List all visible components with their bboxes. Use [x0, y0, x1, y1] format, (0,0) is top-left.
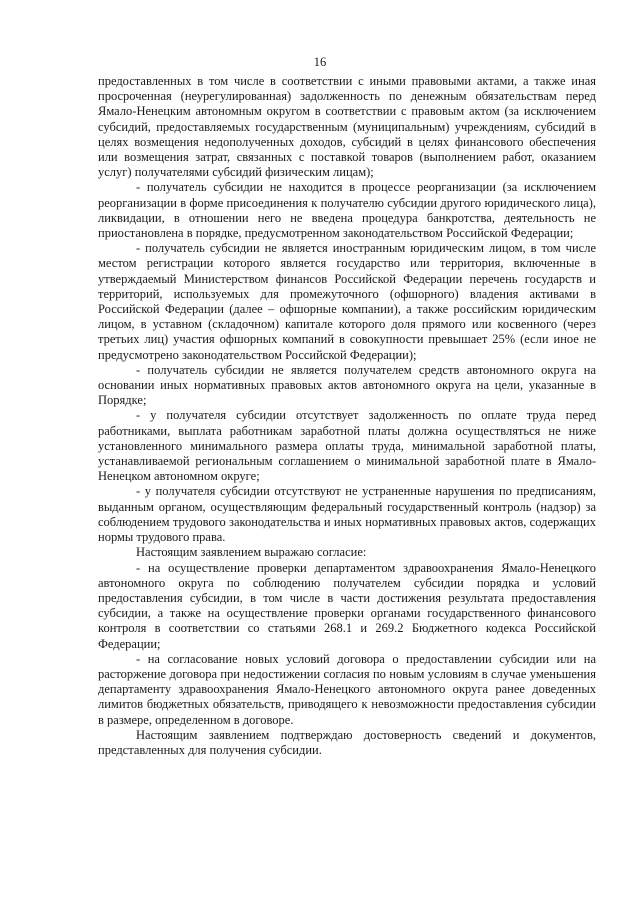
page-number: 16	[313, 55, 327, 69]
paragraph-not-foreign-entity: - получатель субсидии не является иностранным юридическим лицом, в том числе местом регистрации которого является государство или территория, включенные в утверждаемый Министерством финансов Российской Федерации перечень государств и территорий, используемых для промежуточного (офшорного) владения активами в Российской Федерации (далее – офшорные компании), а также российским юридическим лицом, в уставном (складочном) капитале которого доля прямого или косвенного (через третьих лиц) участия офшорных компаний в совокупности превышает 25% (если иное не предусмотрено законодательством Российской Федерации);	[98, 241, 596, 362]
paragraph-not-other-recipient: - получатель субсидии не является получателем средств автономного округа на основании иных нормативных правовых актов автономного округа на цели, указанные в Порядке;	[98, 362, 596, 408]
paragraph-no-wage-arrears: - у получателя субсидии отсутствует задолженность по оплате труда перед работниками, выплата работникам заработной платы должна осуществляться не ниже установленного минимального размера оплаты труда, минимальной заработной платы, устанавливаемой региональным соглашением о минимальной заработной плате в Ямало-Ненецком автономном округе;	[98, 408, 596, 484]
paragraph-debt-continuation: предоставленных в том числе в соответствии с иными правовыми актами, а также иная просроченная (неурегулированная) задолженность по денежным обязательствам перед Ямало-Ненецким автономным округом в соответствии с правовым актом (за исключением субсидий, предоставляемых государственным (муниципальным) учреждениям, субсидий в целях возмещения недополученных доходов, субсидий в целях финансового обеспечения или возмещения затрат, связанных с поставкой товаров (выполнением работ, оказанием услуг) получателями субсидий физическим лицам);	[98, 74, 596, 180]
document-body	[98, 74, 596, 758]
paragraph-no-violations: - у получателя субсидии отсутствуют не устраненные нарушения по предписаниям, выданным органом, осуществляющим федеральный государственный контроль (надзор) за соблюдением трудового законодательства и иных нормативных правовых актов, содержащих нормы трудового права.	[98, 484, 596, 545]
paragraph-consent-new-terms: - на согласование новых условий договора о предоставлении субсидии или на расторжение договора при недостижении согласия по новым условиям в случае уменьшения департаменту здравоохранения Ямало-Ненецкого автономного округа ранее доведенных лимитов бюджетных обязательств, приводящего к невозможности предоставления субсидии в размере, определенном в договоре.	[98, 651, 596, 727]
paragraph-consent-heading: Настоящим заявлением выражаю согласие:	[136, 545, 367, 560]
paragraph-confirmation: Настоящим заявлением подтверждаю достоверность сведений и документов, представленных для получения субсидии.	[98, 727, 596, 757]
paragraph-no-reorganization: - получатель субсидии не находится в процессе реорганизации (за исключением реорганизации в форме присоединения к получателю субсидии другого юридического лица), ликвидации, в отношении него не введена процедура банкротства, деятельность не приостановлена в порядке, предусмотренном законодательством Российской Федерации;	[98, 180, 596, 241]
paragraph-consent-inspection: - на осуществление проверки департаментом здравоохранения Ямало-Ненецкого автономного округа по соблюдению получателем субсидии порядка и условий предоставления субсидии, в том числе в части достижения результата предоставления субсидии, а также на осуществление проверки органами государственного финансового контроля в соответствии со статьями 268.1 и 269.2 Бюджетного кодекса Российской Федерации;	[98, 560, 596, 651]
